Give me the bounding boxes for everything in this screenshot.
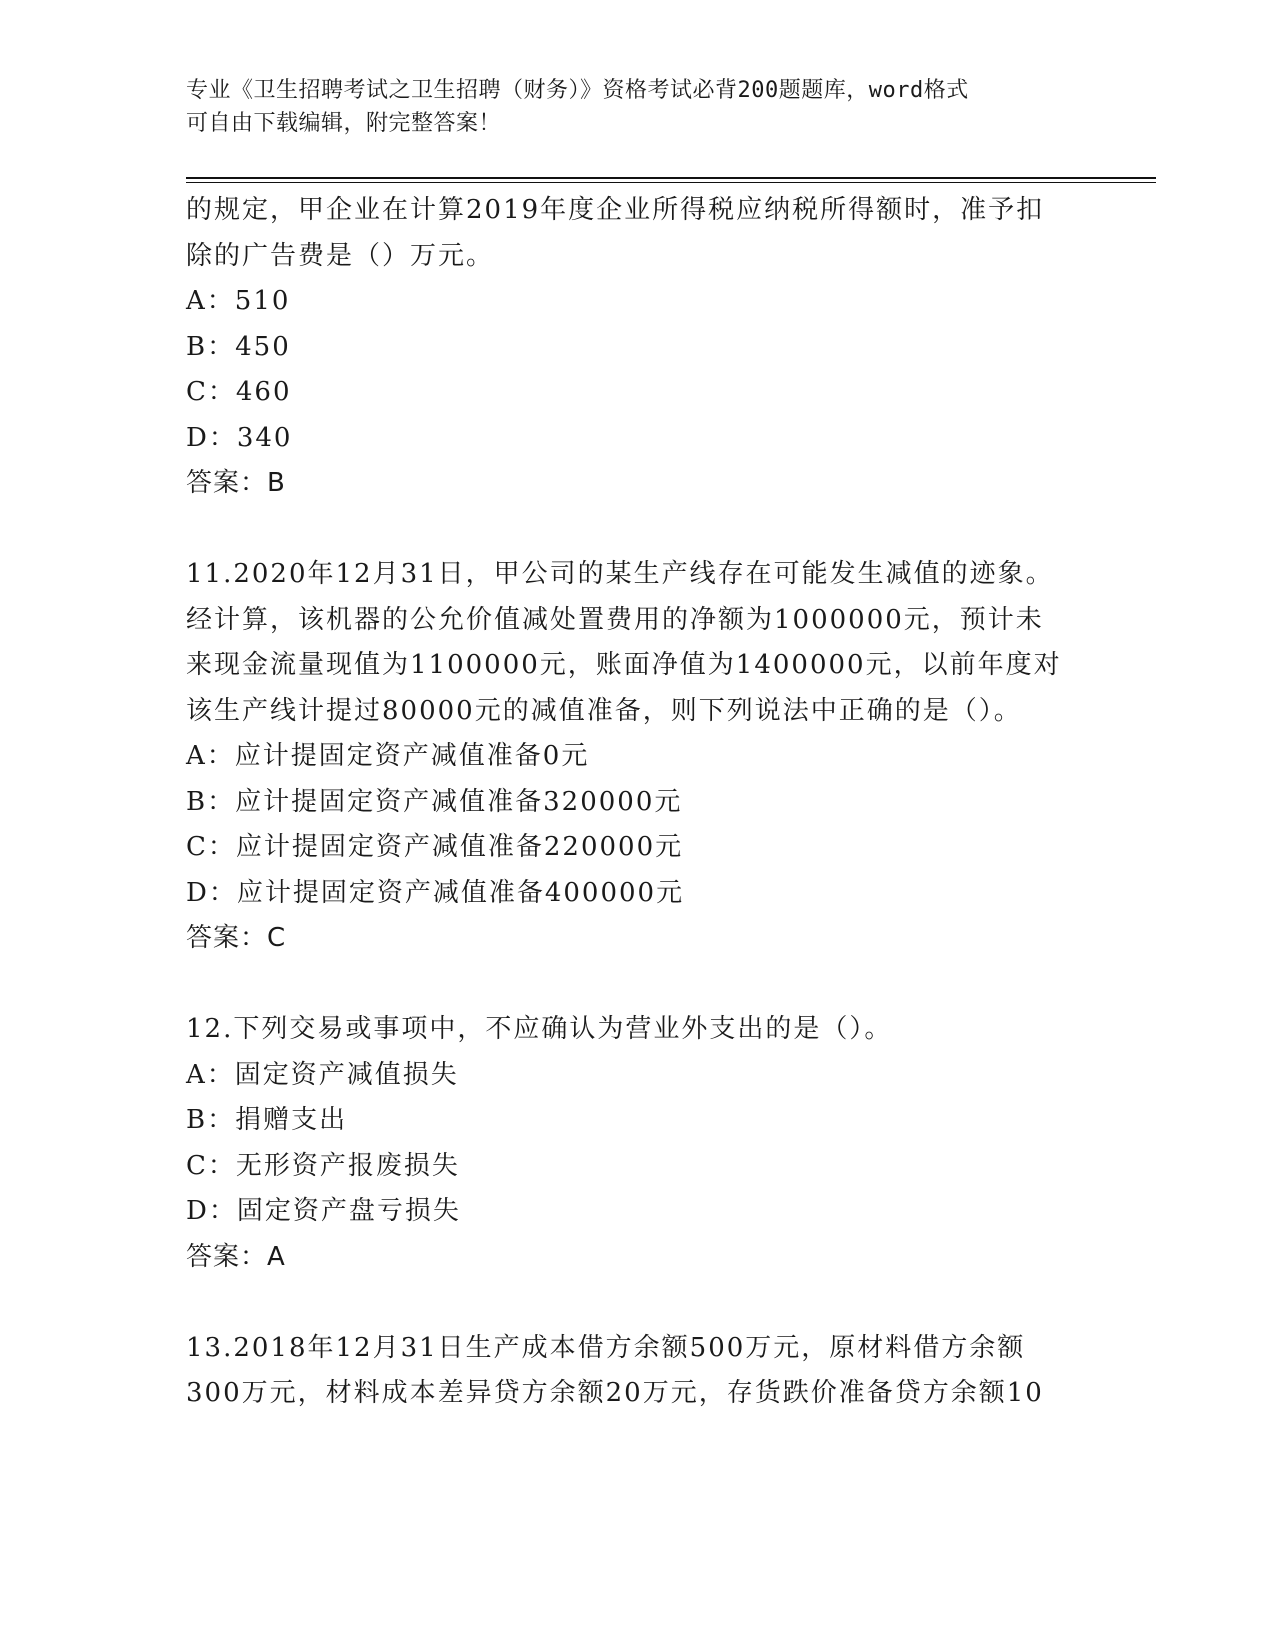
question-stem-line: 11.2020年12月31日，甲公司的某生产线存在可能发生减值的迹象。: [186, 559, 1054, 589]
answer-line: 答案：B: [186, 468, 286, 498]
option-c: C：无形资产报废损失: [186, 1150, 460, 1181]
document-header: [186, 74, 1086, 140]
option-d: D：340: [186, 422, 293, 453]
option-d: D：固定资产盘亏损失: [186, 1196, 461, 1226]
question-10: [186, 188, 1086, 507]
question-stem-line: 13.2018年12月31日生产成本借方余额500万元，原材料借方余额: [186, 1332, 1026, 1363]
question-stem-line: 300万元，材料成本差异贷方余额20万元，存货跌价准备贷方余额10: [186, 1378, 1044, 1408]
question-stem-line: 经计算，该机器的公允价值减处置费用的净额为1000000元，预计未: [186, 604, 1044, 635]
question-stem-line: 的规定，甲企业在计算2019年度企业所得税应纳税所得额时，准予扣: [186, 195, 1045, 225]
answer-line: 答案：C: [186, 923, 287, 953]
option-a: A：应计提固定资产减值准备0元: [186, 741, 590, 771]
option-d: D：应计提固定资产减值准备400000元: [186, 877, 685, 908]
option-a: A：固定资产减值损失: [186, 1059, 459, 1090]
question-spacer: [186, 507, 1086, 553]
option-b: B：捐赠支出: [186, 1105, 348, 1135]
question-12: [186, 1007, 1086, 1280]
question-13: [186, 1326, 1086, 1417]
option-b: B：450: [186, 331, 291, 362]
option-c: C：应计提固定资产减值准备220000元: [186, 832, 684, 862]
question-spacer: [186, 962, 1086, 1008]
question-stem-line: 该生产线计提过80000元的减值准备，则下列说法中正确的是（）。: [186, 695, 1022, 726]
option-b: B：应计提固定资产减值准备320000元: [186, 786, 683, 817]
option-c: C：460: [186, 377, 292, 407]
header-line-2: 可自由下载编辑，附完整答案！: [186, 111, 502, 136]
question-stem-line: 除的广告费是（）万元。: [186, 240, 495, 271]
question-list: [186, 188, 1086, 1417]
option-a: A：510: [186, 286, 291, 316]
header-divider-thin: [186, 182, 1156, 183]
question-spacer: [186, 1280, 1086, 1326]
answer-line: 答案：A: [186, 1241, 286, 1272]
question-stem-line: 来现金流量现值为1100000元，账面净值为1400000元，以前年度对: [186, 650, 1062, 680]
question-stem-line: 12.下列交易或事项中，不应确认为营业外支出的是（）。: [186, 1014, 893, 1044]
question-11: [186, 552, 1086, 962]
header-divider-thick: [186, 177, 1156, 179]
header-line-1: 专业《卫生招聘考试之卫生招聘（财务）》资格考试必背200题题库，word格式: [186, 78, 969, 103]
